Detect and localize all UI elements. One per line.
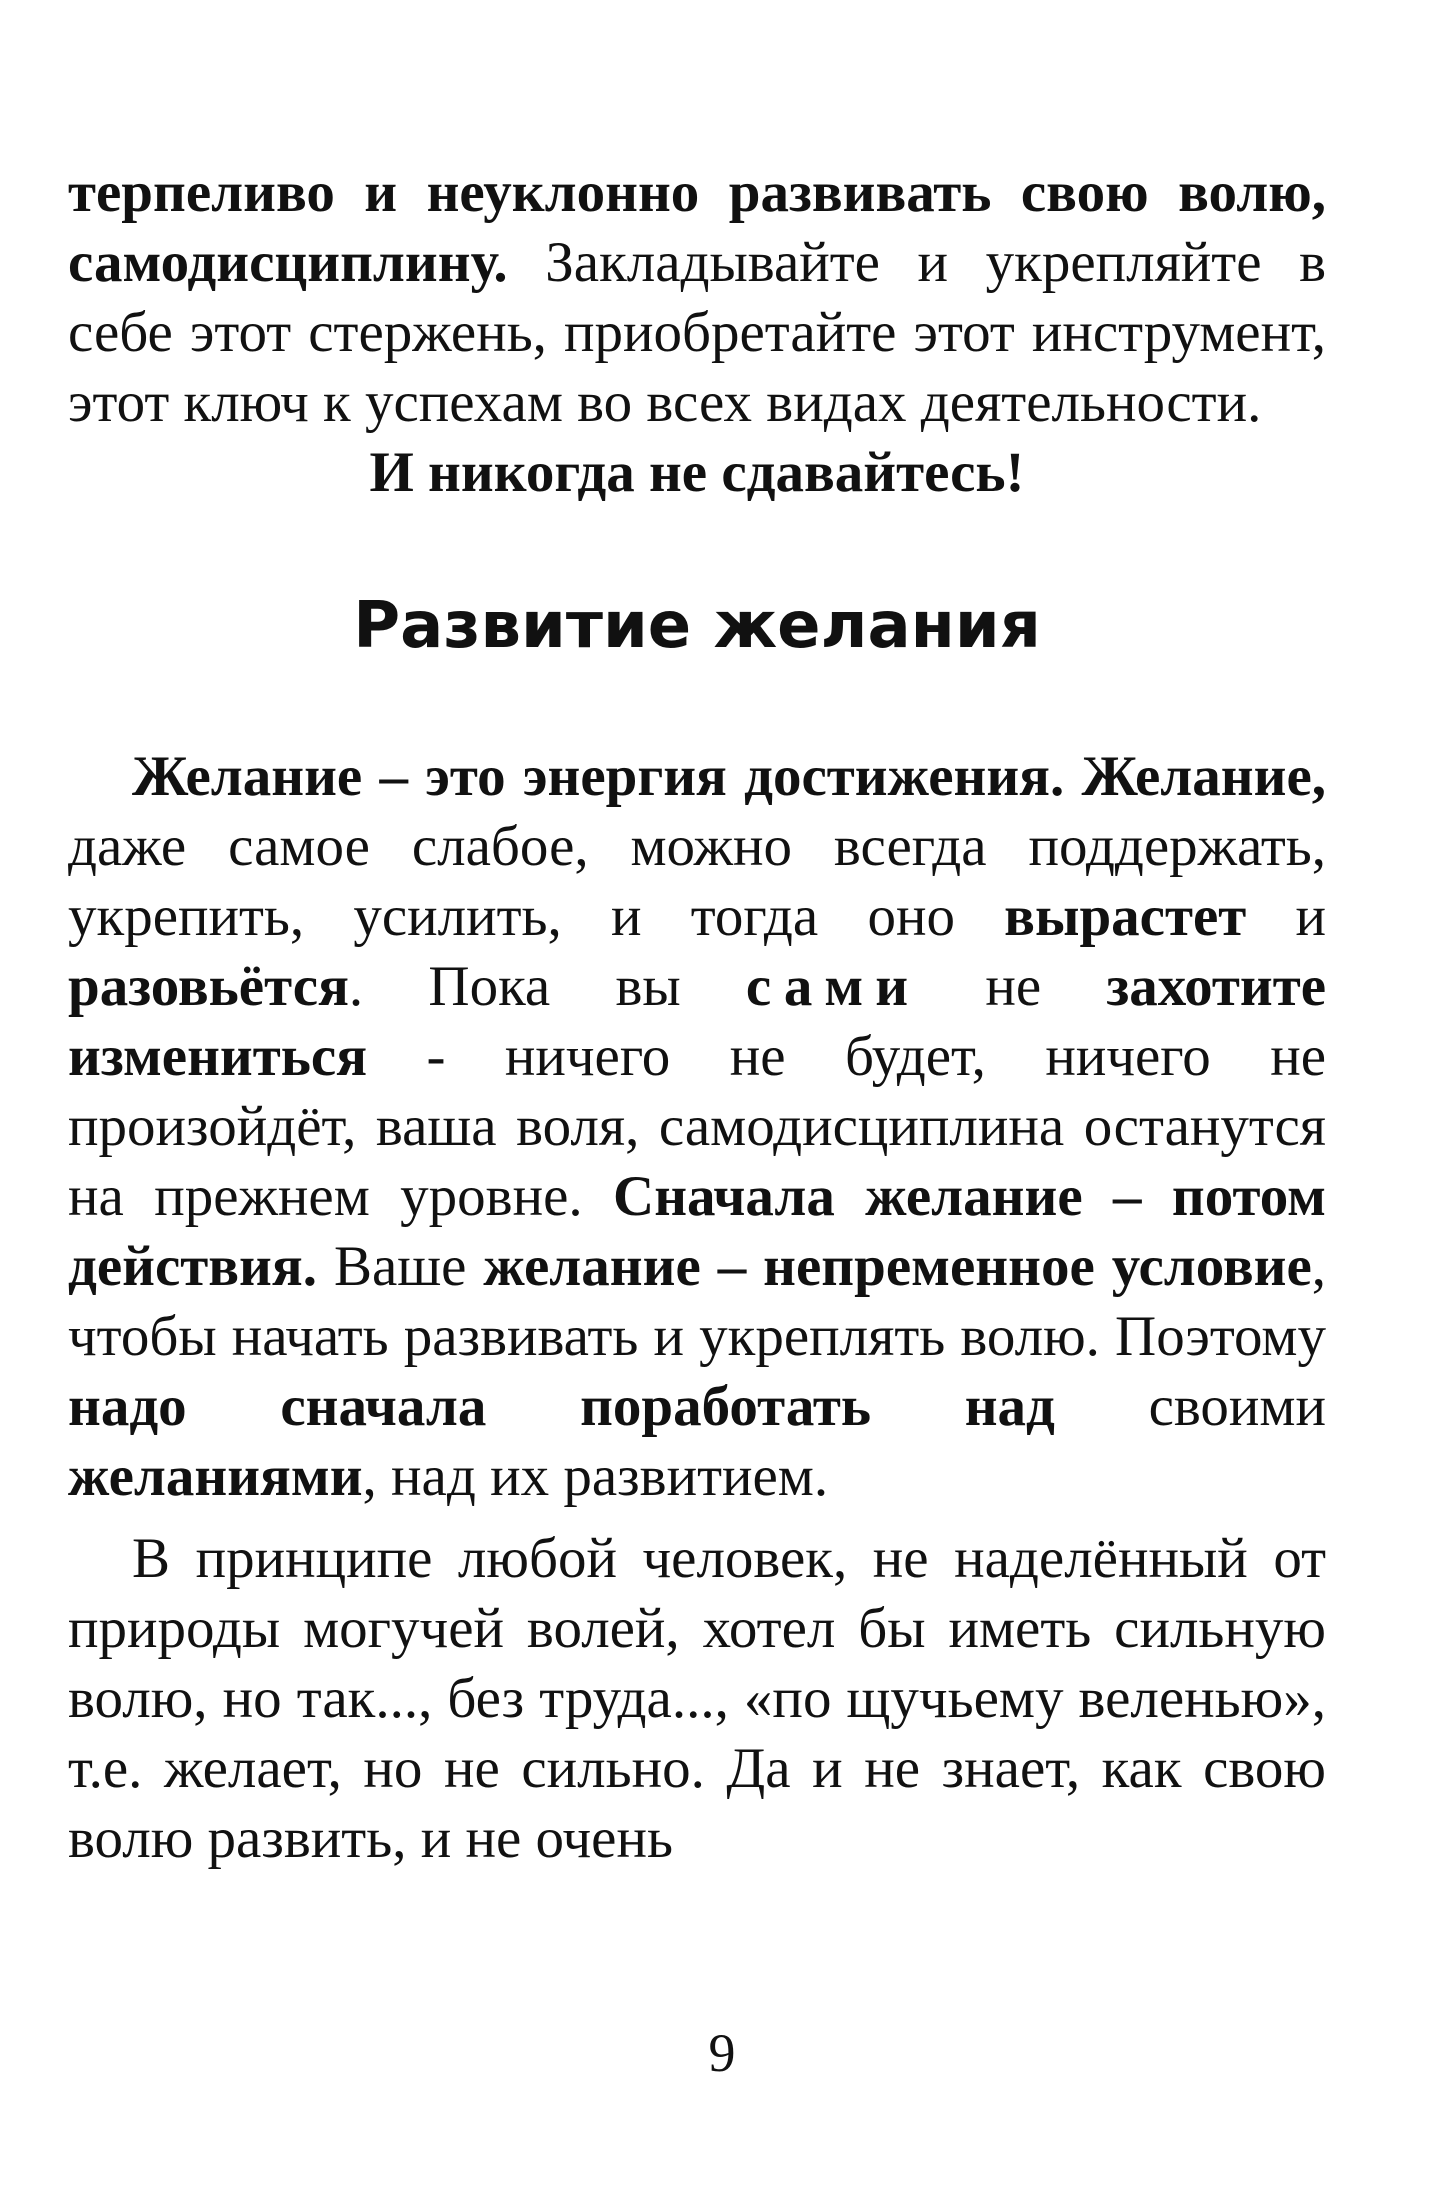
text-run: Закладывайте и укрепляйте в себе этот стержень, приобретайте этот инструмент, этот ключ к успехам во всех видах деятельности. bbox=[68, 231, 1326, 434]
bold-phrase: терпеливо и неуклонно развивать свою волю, самодисциплину. bbox=[68, 161, 1326, 294]
text-run: , чтобы начать развивать и укреплять волю. Поэтому bbox=[68, 1235, 1326, 1368]
page-content bbox=[68, 158, 1326, 1874]
paragraph-principle bbox=[68, 1524, 1326, 1874]
bold-phrase: Желание – это энергия достижения. Желание, bbox=[132, 745, 1326, 808]
text-run: - ничего не будет, ничего не произойдёт, ваша воля, самодисциплина останутся на прежнем уровне. bbox=[68, 1025, 1326, 1228]
bold-phrase: вырастет bbox=[1004, 885, 1247, 948]
section-heading: Развитие желания bbox=[353, 589, 1041, 663]
bold-phrase: разовьётся bbox=[68, 955, 349, 1018]
text-run: . Пока вы bbox=[348, 955, 746, 1018]
bold-phrase: желание – непременное условие bbox=[483, 1235, 1312, 1298]
text-run: даже самое слабое, можно всегда поддержать, укрепить, усилить, и тогда оно bbox=[68, 815, 1326, 948]
text-run: своими bbox=[1054, 1375, 1326, 1438]
page-number: 9 bbox=[708, 2023, 736, 2083]
closing-line: И никогда не сдавайтесь! bbox=[369, 441, 1025, 504]
bold-phrase: желаниями bbox=[68, 1445, 363, 1508]
text-run: не bbox=[920, 955, 1107, 1018]
bold-spaced-word: сами bbox=[745, 955, 921, 1018]
text-run: Ваше bbox=[317, 1235, 484, 1298]
text-run: и bbox=[1246, 885, 1326, 948]
bold-phrase: надо сначала поработать над bbox=[68, 1375, 1055, 1438]
text-run: , над их развитием. bbox=[362, 1445, 829, 1508]
paragraph-desire bbox=[68, 742, 1326, 1512]
text-run: В принципе любой человек, не наделённый от природы могучей волей, хотел бы иметь сильную волю, но так..., без труда..., «по щучьему веленью», т.е. желает, но не сильно. Да и не знает, как свою волю развить, и не очень bbox=[68, 1527, 1326, 1870]
paragraph-gap bbox=[68, 1512, 1326, 1524]
bold-phrase: захотите измениться bbox=[68, 955, 1326, 1088]
paragraph-intro bbox=[68, 158, 1326, 438]
bold-phrase: Сначала желание – потом действия. bbox=[68, 1165, 1326, 1298]
